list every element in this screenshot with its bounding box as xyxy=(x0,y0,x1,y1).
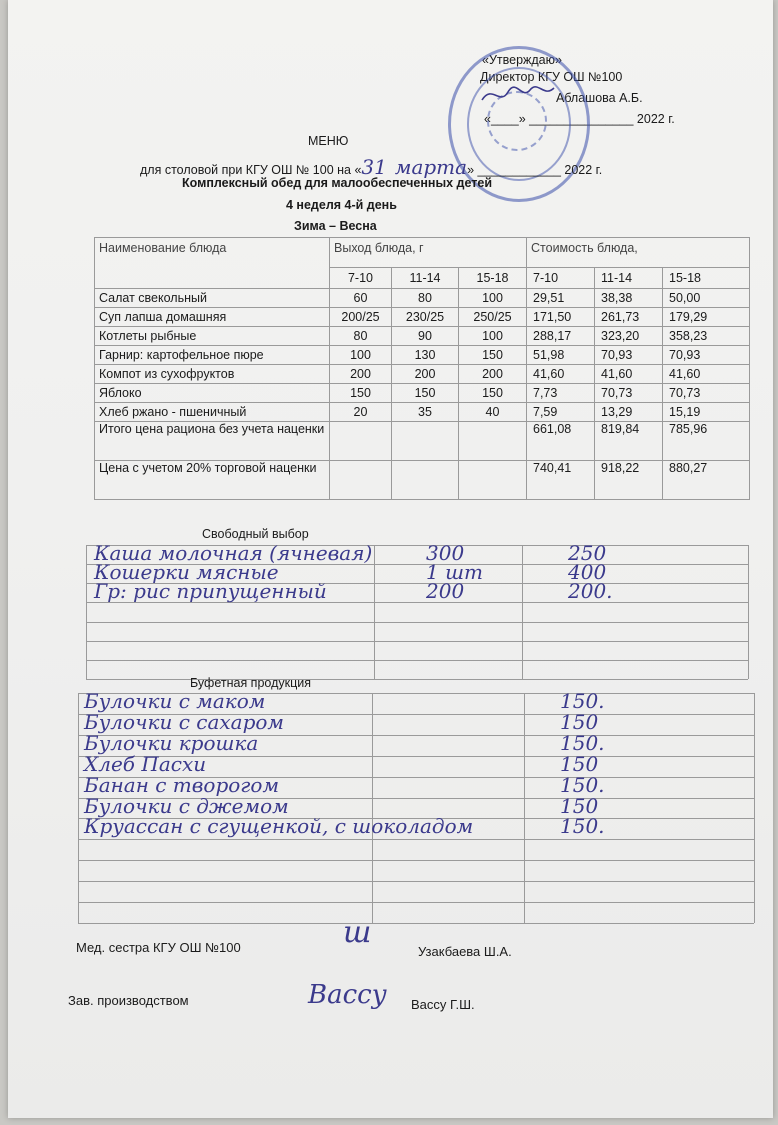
cost-value: 41,60 xyxy=(595,365,663,384)
chef-signature: Вассу xyxy=(308,980,387,1010)
buffet-table xyxy=(78,689,754,923)
cost-value: 171,50 xyxy=(527,308,595,327)
dish-name: Хлеб ржано - пшеничный xyxy=(95,403,330,422)
free-choice-item-name: Гр: рис припущенный xyxy=(94,579,327,604)
buffet-item-price: 150 xyxy=(560,793,599,818)
director-signature xyxy=(478,80,558,110)
age-group: 7-10 xyxy=(330,268,392,289)
menu-for-canteen: для столовой при КГУ ОШ № 100 на «31 марта» ____________ 2022 г. xyxy=(140,155,603,179)
output-value: 40 xyxy=(459,403,527,422)
cost-value: 50,00 xyxy=(663,289,750,308)
table-row xyxy=(95,289,750,308)
total-with-markup-row xyxy=(95,461,750,500)
buffet-item-name: Банан с творогом xyxy=(84,772,280,797)
output-value: 80 xyxy=(392,289,459,308)
buffet-item-price: 150. xyxy=(560,730,605,755)
output-value: 200 xyxy=(392,365,459,384)
cost-value: 261,73 xyxy=(595,308,663,327)
output-value: 90 xyxy=(392,327,459,346)
menu-document xyxy=(8,0,773,1118)
dish-name: Суп лапша домашняя xyxy=(95,308,330,327)
cost-value: 51,98 xyxy=(527,346,595,365)
buffet-item-name: Булочки крошка xyxy=(84,730,259,755)
menu-week: 4 неделя 4-й день xyxy=(286,198,397,212)
age-group: 15-18 xyxy=(459,268,527,289)
total-no-markup-label: Итого цена рациона без учета наценки xyxy=(95,422,330,461)
free-choice-item-price: 200. xyxy=(568,579,613,604)
menu-season: Зима – Весна xyxy=(294,219,377,233)
output-value: 200/25 xyxy=(330,308,392,327)
dish-name: Котлеты рыбные xyxy=(95,327,330,346)
buffet-item-name: Булочки с джемом xyxy=(84,793,289,818)
dish-name: Салат свекольный xyxy=(95,289,330,308)
total-cost: 785,96 xyxy=(663,422,750,461)
free-choice-item-weight: 1 шт xyxy=(426,560,483,585)
output-value: 200 xyxy=(459,365,527,384)
buffet-item-name: Круассан с сгущенкой, с шоколадом xyxy=(84,814,474,839)
menu-title: МЕНЮ xyxy=(308,134,349,148)
approval-date: «____» _______________ 2022 г. xyxy=(484,112,675,126)
total-markup-cost: 740,41 xyxy=(527,461,595,500)
output-value: 150 xyxy=(330,384,392,403)
output-value: 35 xyxy=(392,403,459,422)
age-group: 11-14 xyxy=(595,268,663,289)
cost-value: 41,60 xyxy=(663,365,750,384)
output-value: 150 xyxy=(459,384,527,403)
header-output: Выход блюда, г xyxy=(330,238,527,268)
header-cost: Стоимость блюда, xyxy=(527,238,750,268)
total-cost: 661,08 xyxy=(527,422,595,461)
output-value: 100 xyxy=(330,346,392,365)
table-row xyxy=(95,384,750,403)
cost-value: 13,29 xyxy=(595,403,663,422)
cost-value: 7,73 xyxy=(527,384,595,403)
total-with-markup-label: Цена с учетом 20% торговой наценки xyxy=(95,461,330,500)
buffet-item-name: Хлеб Пасхи xyxy=(84,751,207,776)
free-choice-item-weight: 200 xyxy=(426,579,465,604)
output-value: 150 xyxy=(392,384,459,403)
free-choice-item-name: Кошерки мясные xyxy=(94,560,279,585)
buffet-item-price: 150. xyxy=(560,689,605,713)
free-choice-item-name: Каша молочная (ячневая) xyxy=(94,541,373,565)
buffet-item-name: Булочки с маком xyxy=(84,689,266,713)
age-group: 7-10 xyxy=(527,268,595,289)
header-dish: Наименование блюда xyxy=(95,238,330,289)
approval-title: «Утверждаю» xyxy=(482,53,562,67)
output-value: 100 xyxy=(459,289,527,308)
approval-director-name: Аблашова А.Б. xyxy=(556,91,643,105)
free-choice-label: Свободный выбор xyxy=(202,527,309,541)
total-cost: 819,84 xyxy=(595,422,663,461)
dish-name: Гарнир: картофельное пюре xyxy=(95,346,330,365)
cost-value: 323,20 xyxy=(595,327,663,346)
cost-value: 70,93 xyxy=(595,346,663,365)
output-value: 200 xyxy=(330,365,392,384)
nurse-signature: ш xyxy=(343,915,372,950)
output-value: 60 xyxy=(330,289,392,308)
chef-name: Вассу Г.Ш. xyxy=(411,997,475,1012)
menu-subtitle: Комплексный обед для малообеспеченных детей xyxy=(182,176,493,190)
cost-value: 41,60 xyxy=(527,365,595,384)
free-choice-item-price: 250 xyxy=(568,541,607,565)
buffet-item-name: Булочки с сахаром xyxy=(84,709,285,734)
output-value: 20 xyxy=(330,403,392,422)
handwritten-month: марта xyxy=(394,155,468,179)
free-choice-item-price: 400 xyxy=(568,560,607,585)
total-no-markup-row xyxy=(95,422,750,461)
nurse-name: Узакбаева Ш.А. xyxy=(418,944,512,959)
table-row xyxy=(95,403,750,422)
free-choice-table xyxy=(86,541,748,679)
table-row xyxy=(95,327,750,346)
output-value: 80 xyxy=(330,327,392,346)
chef-role: Зав. производством xyxy=(68,993,189,1008)
menu-table xyxy=(94,237,750,500)
cost-value: 38,38 xyxy=(595,289,663,308)
table-row xyxy=(95,346,750,365)
nurse-role: Мед. сестра КГУ ОШ №100 xyxy=(76,940,241,955)
output-value: 230/25 xyxy=(392,308,459,327)
buffet-item-price: 150. xyxy=(560,772,605,797)
output-value: 150 xyxy=(459,346,527,365)
buffet-label: Буфетная продукция xyxy=(190,676,312,690)
dish-name: Яблоко xyxy=(95,384,330,403)
age-group: 15-18 xyxy=(663,268,750,289)
buffet-item-price: 150 xyxy=(560,709,599,734)
approval-director: Директор КГУ ОШ №100 xyxy=(480,70,623,84)
table-row xyxy=(95,308,750,327)
cost-value: 29,51 xyxy=(527,289,595,308)
dish-name: Компот из сухофруктов xyxy=(95,365,330,384)
cost-value: 70,93 xyxy=(663,346,750,365)
free-choice-item-weight: 300 xyxy=(426,541,465,565)
cost-value: 358,23 xyxy=(663,327,750,346)
cost-value: 15,19 xyxy=(663,403,750,422)
total-markup-cost: 918,22 xyxy=(595,461,663,500)
table-header-row xyxy=(95,238,750,268)
handwritten-day: 31 xyxy=(361,155,387,179)
cost-value: 288,17 xyxy=(527,327,595,346)
output-value: 100 xyxy=(459,327,527,346)
cost-value: 70,73 xyxy=(595,384,663,403)
table-row xyxy=(95,365,750,384)
cost-value: 7,59 xyxy=(527,403,595,422)
buffet-item-price: 150. xyxy=(560,814,605,839)
cost-value: 70,73 xyxy=(663,384,750,403)
output-value: 130 xyxy=(392,346,459,365)
output-value: 250/25 xyxy=(459,308,527,327)
cost-value: 179,29 xyxy=(663,308,750,327)
age-group: 11-14 xyxy=(392,268,459,289)
total-markup-cost: 880,27 xyxy=(663,461,750,500)
buffet-item-price: 150 xyxy=(560,751,599,776)
